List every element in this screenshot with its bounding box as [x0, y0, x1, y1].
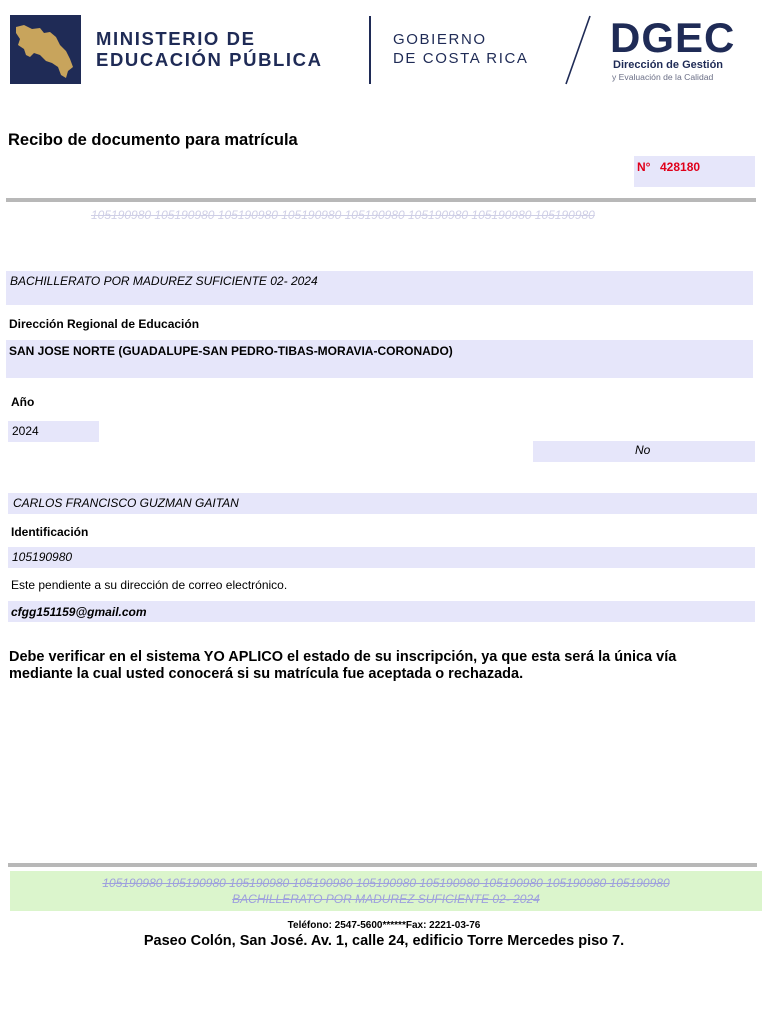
year-value: 2024 — [12, 424, 39, 438]
dgec-subtitle-2: y Evaluación de la Calidad — [612, 72, 714, 82]
regional-label: Dirección Regional de Educación — [9, 317, 200, 331]
contact-address: Paseo Colón, San José. Av. 1, calle 24, edificio Torre Mercedes piso 7. — [143, 933, 625, 949]
mep-logo — [10, 15, 81, 84]
contact-phone: Teléfono: 2547-5600******Fax: 2221-03-76 — [287, 920, 481, 931]
flag-value: No — [635, 443, 651, 457]
id-band — [8, 547, 755, 568]
dgec-subtitle: Dirección de Gestión — [613, 59, 724, 71]
separator-top — [6, 198, 756, 202]
ministry-name — [96, 28, 323, 70]
document-title: Recibo de documento para matrícula — [8, 131, 298, 149]
gov-line2: DE COSTA RICA — [393, 50, 529, 67]
regional-value: SAN JOSE NORTE (GUADALUPE-SAN PEDRO-TIBAS-MORAVIA-CORONADO) — [9, 344, 453, 358]
exam-name: BACHILLERATO POR MADUREZ SUFICIENTE 02- 2024 — [10, 274, 318, 288]
government-name — [393, 30, 529, 68]
ministry-line2: EDUCACIÓN PÚBLICA — [96, 49, 323, 70]
footer-watermark-line2: BACHILLERATO POR MADUREZ SUFICIENTE 02- 2024 — [232, 892, 540, 906]
separator-bottom — [8, 863, 757, 867]
footer-watermark-line1: 105190980 105190980 105190980 105190980 105190980 105190980 105190980 105190980 105190980 — [102, 876, 670, 890]
verification-notice — [9, 649, 676, 683]
dgec-logo: DGEC — [610, 14, 736, 61]
watermark-top: 105190980 105190980 105190980 105190980 105190980 105190980 105190980 105190980 — [91, 208, 595, 222]
id-label: Identificación — [11, 525, 89, 539]
receipt-number: 428180 — [660, 160, 701, 174]
ministry-line1: MINISTERIO DE — [96, 28, 256, 49]
email-value: cfgg151159@gmail.com — [11, 605, 147, 619]
student-name: CARLOS FRANCISCO GUZMAN GAITAN — [13, 496, 239, 510]
costa-rica-map-icon — [10, 15, 81, 84]
gov-line1: GOBIERNO — [393, 31, 487, 48]
year-label: Año — [11, 395, 35, 409]
email-note: Este pendiente a su dirección de correo electrónico. — [11, 578, 288, 592]
notice-line1: Debe verificar en el sistema YO APLICO el estado de su inscripción, ya que esta será la única vía — [9, 649, 677, 665]
slash-divider-icon — [560, 14, 596, 86]
notice-line2: mediante la cual usted conocerá si su matrícula fue aceptada o rechazada. — [9, 666, 524, 682]
header-divider — [369, 16, 371, 84]
id-value: 105190980 — [12, 550, 73, 564]
receipt-number-label: N° — [637, 160, 651, 174]
